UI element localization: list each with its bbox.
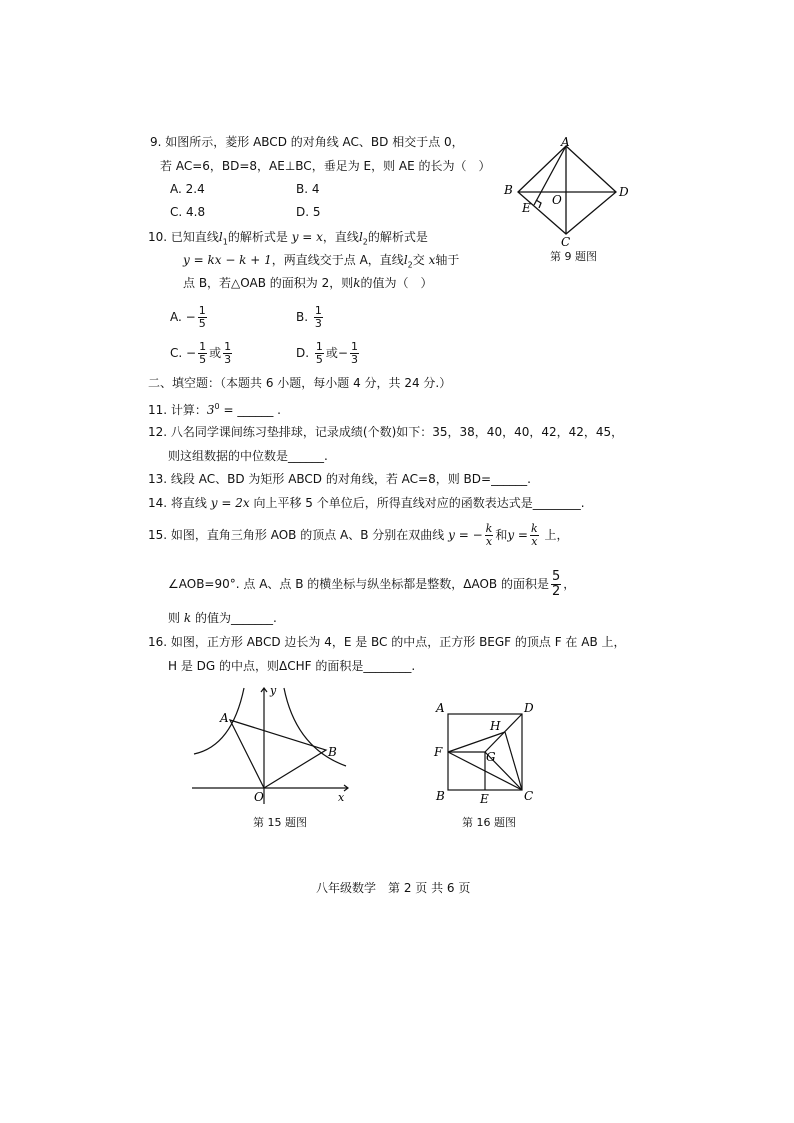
q15-label-o: O	[254, 790, 264, 804]
q9-label-a: A	[561, 136, 570, 149]
q16-label-g: G	[486, 750, 496, 764]
q9-option-b: B. 4	[296, 182, 320, 196]
q9-option-c: C. 4.8	[170, 205, 206, 219]
q16-label-c: C	[524, 789, 534, 803]
q10-line3: 点 B，若△OAB 的面积为 2，则k的值为（ ）	[183, 276, 433, 290]
q12-line2: 则这组数据的中位数是______.	[168, 449, 328, 463]
q9-label-b: B	[504, 183, 513, 197]
q11: 11. 计算：$3^0$ = ______ .	[148, 402, 281, 417]
q15-line2: ∠AOB=90°. 点 A、点 B 的横坐标与纵坐标都是整数，ΔAOB 的面积是 $\frac{5}{2}$ ，	[168, 569, 576, 599]
q14: 14. 将直线 y = 2x 向上平移 5 个单位后，所得直线对应的函数表达式是________.	[148, 496, 585, 510]
q9-label-c: C	[561, 235, 571, 248]
q16-line2: H 是 DG 的中点，则ΔCHF 的面积是________.	[168, 659, 416, 673]
q10-option-d: D. $\frac{1}{5}$ 或− $\frac{1}{3}$	[296, 340, 358, 366]
q10-line2: y = kx − k + 1，两直线交于点 A，直线$l_2$交 x轴于	[183, 253, 460, 270]
q15-hyperbola-figure	[188, 684, 354, 808]
q15-figure-caption: 第 15 题图	[253, 816, 307, 829]
q9-label-e: E	[522, 201, 531, 215]
q16-label-f: F	[434, 745, 443, 759]
section-fill-in-title: 二、填空题：（本题共 6 小题，每小题 4 分，共 24 分.）	[148, 376, 452, 390]
page-footer: 八年级数学 第 2 页 共 6 页	[316, 881, 471, 895]
q16-label-b: B	[436, 789, 445, 803]
q10-option-c: C. − $\frac{1}{5}$ 或 $\frac{1}{3}$	[170, 340, 232, 366]
q12-line1: 12. 八名同学课间练习垫排球，记录成绩(个数)如下：35，38，40，40，42，42，45，	[148, 425, 624, 439]
q9-label-o: O	[552, 193, 562, 207]
q15-axis-y: y	[270, 684, 277, 697]
q13: 13. 线段 AC、BD 为矩形 ABCD 的对角线，若 AC=8，则 BD=______.	[148, 472, 531, 486]
q10-option-b: B. $\frac{1}{3}$	[296, 304, 322, 330]
q10-line1: 10. 已知直线$l_1$的解析式是 y = x，直线$l_2$的解析式是	[148, 230, 428, 247]
q15-line3: 则 k 的值为_______.	[168, 611, 277, 625]
q15-label-b: B	[328, 745, 337, 759]
q9-option-d: D. 5	[296, 205, 321, 219]
q15-axis-x: x	[338, 791, 345, 804]
q9-option-a: A. 2.4	[170, 182, 205, 196]
q16-label-h: H	[490, 719, 501, 733]
q9-figure-caption: 第 9 题图	[550, 250, 597, 263]
q9-line2: 若 AC=6，BD=8，AE⊥BC，垂足为 E，则 AE 的长为（ ）	[160, 159, 491, 173]
q9-line1: 9. 如图所示，菱形 ABCD 的对角线 AC、BD 相交于点 0，	[150, 135, 464, 149]
q16-figure-caption: 第 16 题图	[462, 816, 516, 829]
q9-label-d: D	[619, 185, 629, 199]
q10-option-a: A. − $\frac{1}{5}$	[170, 304, 206, 330]
q16-line1: 16. 如图，正方形 ABCD 边长为 4，E 是 BC 的中点，正方形 BEGF 的顶点 F 在 AB 上，	[148, 635, 626, 649]
q16-label-a: A	[436, 701, 445, 715]
q15-line1: 15. 如图，直角三角形 AOB 的顶点 A、B 分别在双曲线 y = − $\frac{k}{x}$ 和y = $\frac{k}{x}$ 上，	[148, 522, 569, 548]
q9-rhombus-figure	[498, 136, 634, 248]
q16-square-figure	[430, 700, 540, 808]
q16-label-d: D	[524, 701, 534, 715]
q16-label-e: E	[480, 792, 489, 806]
q15-label-a: A	[220, 711, 229, 725]
